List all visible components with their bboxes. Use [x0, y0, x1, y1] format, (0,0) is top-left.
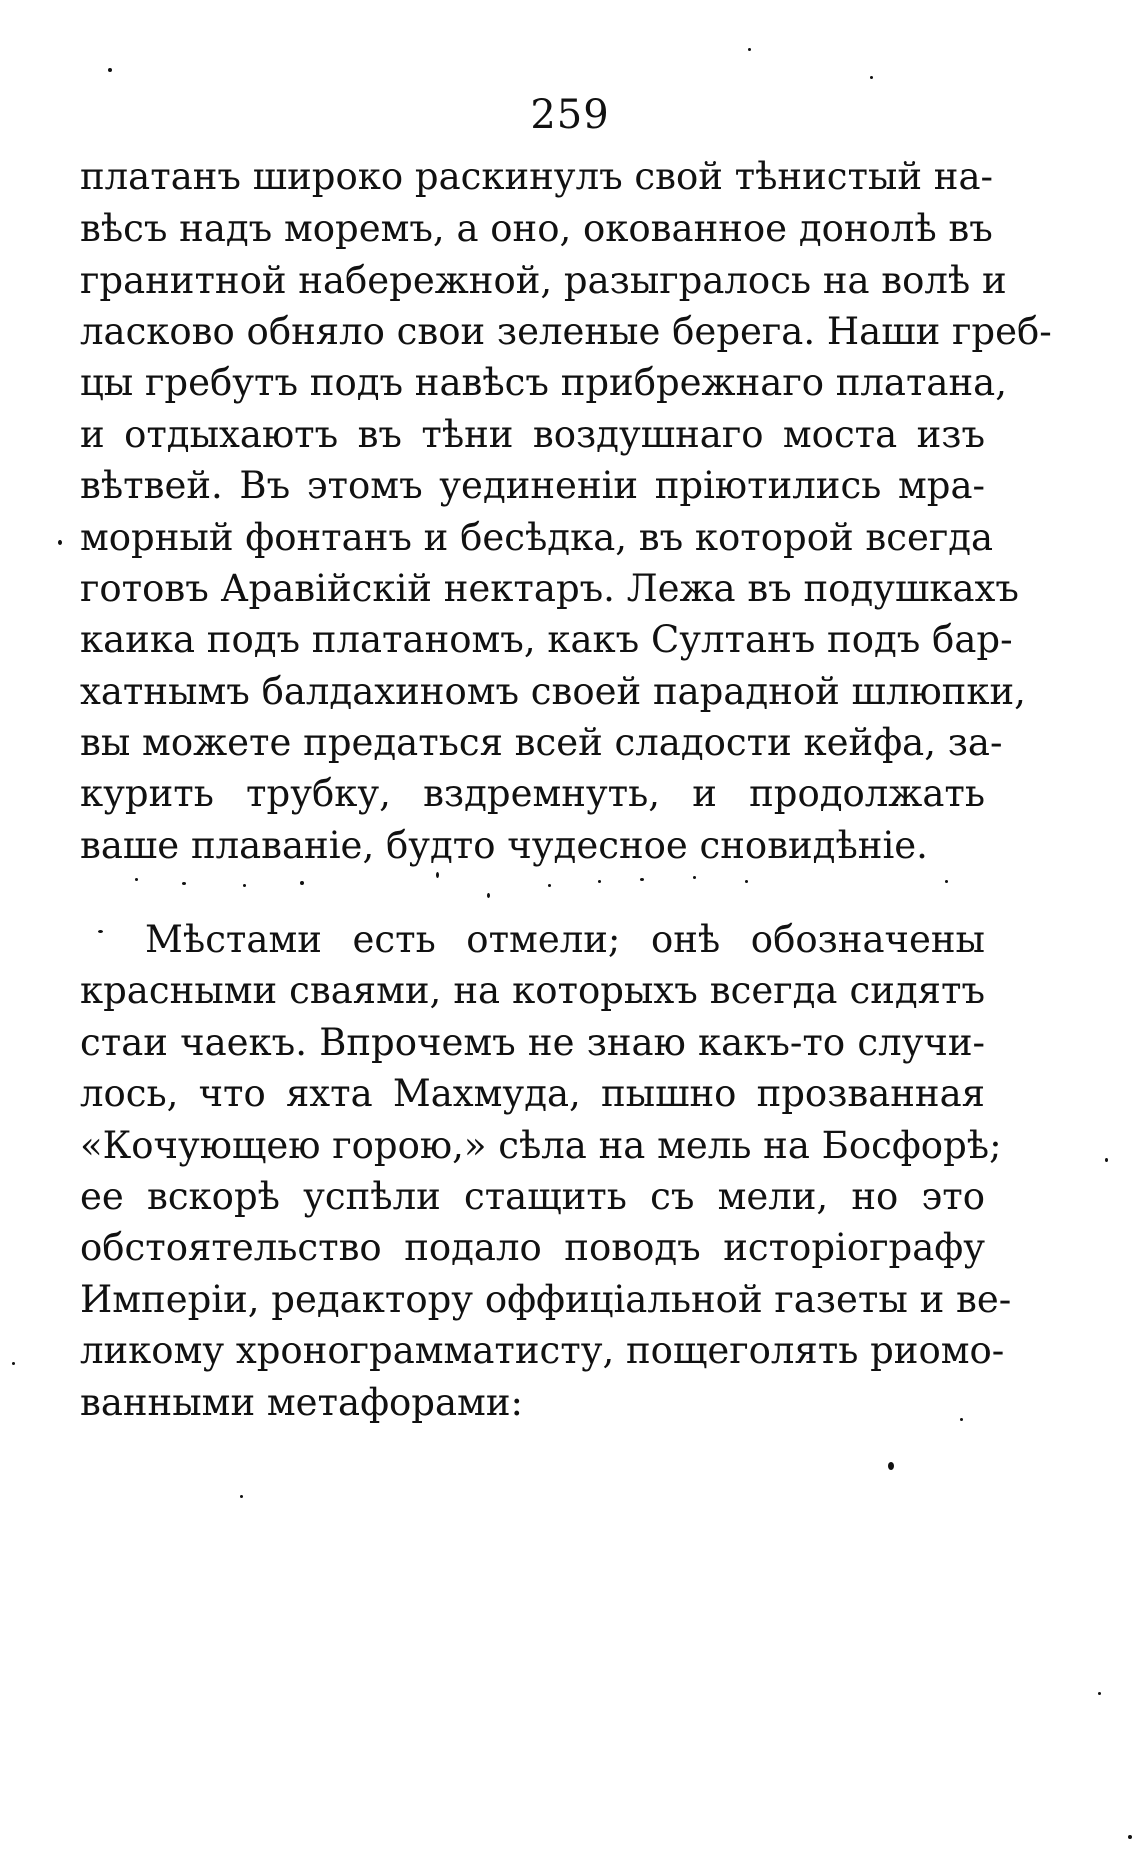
scan-speck	[960, 1418, 963, 1421]
scan-speck	[12, 1362, 15, 1365]
scan-speck	[243, 884, 246, 887]
text-line: каика подъ платаномъ, какъ Султанъ подъ бар-	[80, 618, 1013, 661]
text-line: курить трубку, вздремнуть, и продолжать	[80, 772, 985, 815]
scan-speck	[748, 48, 751, 51]
scan-speck	[945, 880, 948, 883]
scan-speck	[240, 1495, 243, 1498]
scan-speck	[1098, 1692, 1101, 1695]
text-line: и отдыхаютъ въ тѣни воздушнаго моста изъ	[80, 413, 985, 456]
scan-speck	[98, 930, 103, 933]
text-line: ласково обняло свои зеленые берега. Наши греб-	[80, 310, 1052, 353]
text-line: ликому хронограмматисту, пощеголять риомо-	[80, 1329, 1005, 1372]
scan-speck	[135, 878, 138, 881]
scan-speck	[487, 893, 490, 898]
text-line: ваше плаваніе, будто чудесное сновидѣніе.	[80, 824, 928, 867]
scan-speck	[745, 880, 748, 883]
text-line: ванными метафорами:	[80, 1381, 523, 1424]
scan-speck	[548, 884, 551, 887]
text-line: стаи чаекъ. Впрочемъ не знаю какъ-то случи-	[80, 1021, 985, 1064]
text-line: Мѣстами есть отмели; онѣ обозначены	[145, 918, 985, 961]
text-line: лось, что яхта Махмуда, пышно прозванная	[80, 1072, 985, 1115]
text-line: морный фонтанъ и бесѣдка, въ которой всегда	[80, 516, 994, 559]
scan-speck	[870, 76, 873, 79]
text-line: хатнымъ балдахиномъ своей парадной шлюпки,	[80, 670, 1026, 713]
text-line: ее вскорѣ успѣли стащить съ мели, но это	[80, 1175, 985, 1218]
text-line: платанъ широко раскинулъ свой тѣнистый на-	[80, 155, 994, 198]
scan-speck	[1128, 1835, 1132, 1839]
text-line: вѣсъ надъ моремъ, а оно, окованное донолѣ въ	[80, 207, 993, 250]
text-line: вы можете предаться всей сладости кейфа, за-	[80, 721, 1003, 764]
scan-speck	[1105, 1158, 1108, 1162]
text-line: вѣтвей. Въ этомъ уединеніи пріютились мра-	[80, 464, 985, 507]
scan-speck	[640, 878, 644, 881]
scan-speck	[58, 540, 62, 545]
scan-speck	[300, 881, 304, 885]
scan-speck	[598, 880, 601, 883]
text-line: «Кочующею горою,» сѣла на мель на Босфорѣ;	[80, 1124, 1002, 1167]
scan-speck	[182, 882, 186, 885]
text-line: цы гребутъ подъ навѣсъ прибрежнаго платана,	[80, 361, 1007, 404]
scan-speck	[693, 876, 696, 879]
text-line: обстоятельство подало поводъ исторіографу	[80, 1226, 985, 1269]
text-line: готовъ Аравійскій нектаръ. Лежа въ подушкахъ	[80, 567, 1019, 610]
text-line: красными сваями, на которыхъ всегда сидятъ	[80, 969, 985, 1012]
text-line: Имперіи, редактору оффиціальной газеты и ве-	[80, 1278, 1012, 1321]
text-line: гранитной набережной, разыгралось на волѣ и	[80, 259, 1007, 302]
page-number: 259	[530, 92, 610, 138]
scan-speck	[436, 872, 439, 878]
scan-speck	[888, 1462, 894, 1470]
scan-speck	[108, 68, 112, 72]
